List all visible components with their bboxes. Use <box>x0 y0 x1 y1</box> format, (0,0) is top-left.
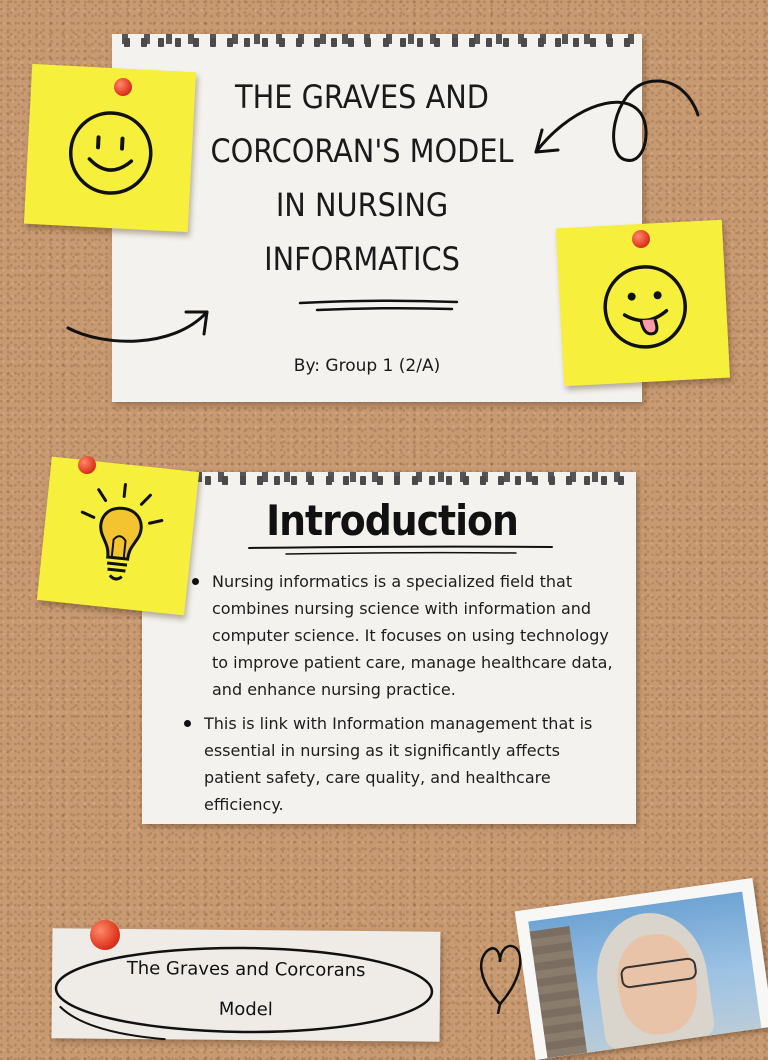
intro-bullet-1: Nursing informatics is a specialized field that combines nursing science with information and computer science. It focuses on using technology to improve patient care, manage healthcare data, and enhance nursing practice. <box>188 568 618 703</box>
title-line-2: CORCORAN'S MODEL <box>210 132 514 170</box>
tongue-out-face-icon <box>598 260 693 355</box>
page-title <box>152 70 572 286</box>
intro-bullet-list-2 <box>180 710 618 824</box>
notepad-binding <box>142 476 636 485</box>
intro-card <box>142 472 636 824</box>
title-line-1: THE GRAVES AND <box>235 78 489 116</box>
push-pin-icon <box>90 920 120 950</box>
intro-bullet-list <box>188 568 618 709</box>
title-line-4: INFORMATICS <box>264 240 460 278</box>
push-pin-icon <box>114 78 132 96</box>
intro-bullet-2: This is link with Information management that is essential in nursing as it significantly affects patient safety, care quality, and healthcare efficiency. <box>180 710 618 818</box>
swirl-arrow-icon <box>528 70 708 180</box>
polaroid-photo <box>515 878 768 1060</box>
model-label-line-1: The Graves and Corcorans <box>126 957 366 982</box>
push-pin-icon <box>632 230 650 248</box>
title-underline <box>297 296 462 316</box>
byline: By: Group 1 (2/A) <box>293 356 441 376</box>
model-label-line-2: Model <box>218 998 273 1021</box>
push-pin-icon <box>78 456 96 474</box>
sticky-note-smiley <box>24 64 196 232</box>
intro-heading: Introduction <box>266 496 518 545</box>
curved-arrow-icon <box>62 298 217 358</box>
notepad-binding <box>112 38 642 47</box>
title-line-3: IN NURSING <box>275 186 449 224</box>
heart-doodle-icon <box>474 934 526 1014</box>
heading-underline <box>246 544 556 558</box>
smiley-face-icon <box>63 106 158 201</box>
sticky-note-bulb <box>37 457 199 616</box>
light-bulb-icon <box>69 476 172 595</box>
photo-image <box>528 892 761 1059</box>
photo-wall <box>530 926 587 1058</box>
model-label <box>96 949 397 1032</box>
